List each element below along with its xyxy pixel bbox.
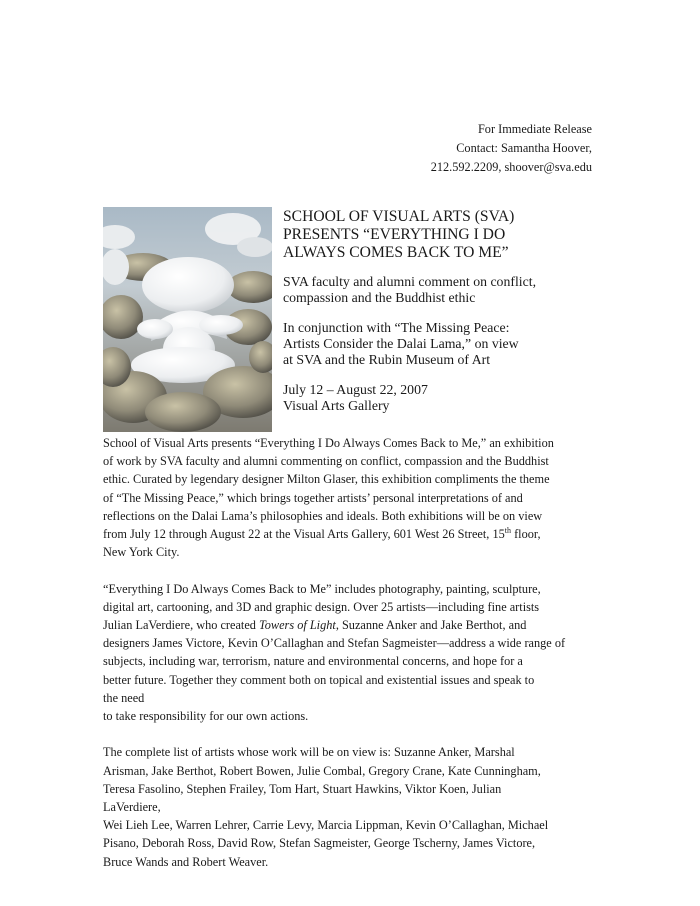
text-fragment: Julian LaVerdiere, who created <box>103 618 260 633</box>
immediate-release-label: For Immediate Release <box>477 122 592 136</box>
text-line <box>103 525 597 543</box>
title-block <box>283 208 603 428</box>
text-line: New York City. <box>103 545 180 560</box>
description-paragraph <box>103 580 597 726</box>
text-line: digital art, cartooning, and 3D and graphic design. Over 25 artists—including fine artists <box>103 599 540 614</box>
text-line: The complete list of artists whose work will be on view is: Suzanne Anker, Marshal <box>103 745 515 760</box>
text-fragment: , Suzanne Anker and Jake Berthot, and <box>335 618 527 633</box>
text-line: Wei Lieh Lee, Warren Lehrer, Carrie Levy, Marcia Lippman, Kevin O’Callaghan, Michael <box>103 818 549 833</box>
press-release-title <box>283 208 603 262</box>
text-line: “Everything I Do Always Comes Back to Me” includes photography, painting, sculpture, <box>103 581 541 596</box>
text-line: of “The Missing Peace,” which brings together artists’ personal interpretations of and <box>103 490 523 505</box>
conjunction-note <box>283 320 603 368</box>
text-line: reflections on the Dalai Lama’s philosophies and ideals. Both exhibitions will be on view <box>103 508 543 523</box>
text-line: School of Visual Arts presents “Everything I Do Always Comes Back to Me,” an exhibition <box>103 436 554 450</box>
text-line: LaVerdiere, <box>103 800 161 815</box>
subtitle-line: compassion and the Buddhist ethic <box>283 290 476 305</box>
release-header <box>431 120 592 177</box>
subtitle <box>283 274 603 306</box>
text-line: better future. Together they comment both on topical and existential issues and speak to <box>103 672 535 687</box>
conjunction-line: at SVA and the Rubin Museum of Art <box>283 352 491 367</box>
title-line: ALWAYS COMES BACK TO ME” <box>283 244 509 261</box>
intro-paragraph <box>103 434 597 561</box>
text-fragment: floor, <box>511 527 541 542</box>
text-line: Teresa Fasolino, Stephen Frailey, Tom Hart, Stuart Hawkins, Viktor Koen, Julian <box>103 781 502 796</box>
text-fragment: from July 12 through August 22 at the Visual Arts Gallery, 601 West 26 Street, 15 <box>103 527 505 542</box>
text-line: designers James Victore, Kevin O’Callaghan and Stefan Sagmeister—address a wide range of <box>103 636 566 651</box>
body-text <box>103 434 597 889</box>
exhibition-photo <box>103 207 272 432</box>
text-line: the need <box>103 690 145 705</box>
text-line <box>103 616 597 634</box>
conjunction-line: In conjunction with “The Missing Peace: <box>283 320 510 335</box>
text-line: to take responsibility for our own actions. <box>103 709 309 724</box>
text-line: ethic. Curated by legendary designer Milton Glaser, this exhibition compliments the theme <box>103 472 550 487</box>
text-line: Pisano, Deborah Ross, David Row, Stefan Sagmeister, George Tscherny, James Victore, <box>103 836 536 851</box>
venue-name: Visual Arts Gallery <box>283 398 390 413</box>
contact-phone-email: 212.592.2209, shoover@sva.edu <box>430 160 592 174</box>
text-line: subjects, including war, terrorism, nature and environmental concerns, and hope for a <box>103 654 523 669</box>
artwork-title: Towers of Light <box>259 618 336 633</box>
text-line: Bruce Wands and Robert Weaver. <box>103 854 269 869</box>
exhibition-dates <box>283 382 603 414</box>
title-line: PRESENTS “EVERYTHING I DO <box>283 226 506 243</box>
text-line: Arisman, Jake Berthot, Robert Bowen, Julie Combal, Gregory Crane, Kate Cunningham, <box>103 763 541 778</box>
subtitle-line: SVA faculty and alumni comment on conflict, <box>283 274 537 289</box>
figurine-photo-icon <box>103 207 272 432</box>
conjunction-line: Artists Consider the Dalai Lama,” on view <box>283 336 519 351</box>
date-range: July 12 – August 22, 2007 <box>283 382 428 397</box>
title-line: SCHOOL OF VISUAL ARTS (SVA) <box>283 208 515 225</box>
contact-name: Contact: Samantha Hoover, <box>456 141 592 155</box>
artist-list-paragraph <box>103 743 597 870</box>
text-line: of work by SVA faculty and alumni commenting on conflict, compassion and the Buddhist <box>103 454 549 469</box>
ordinal-suffix: th <box>504 525 511 535</box>
